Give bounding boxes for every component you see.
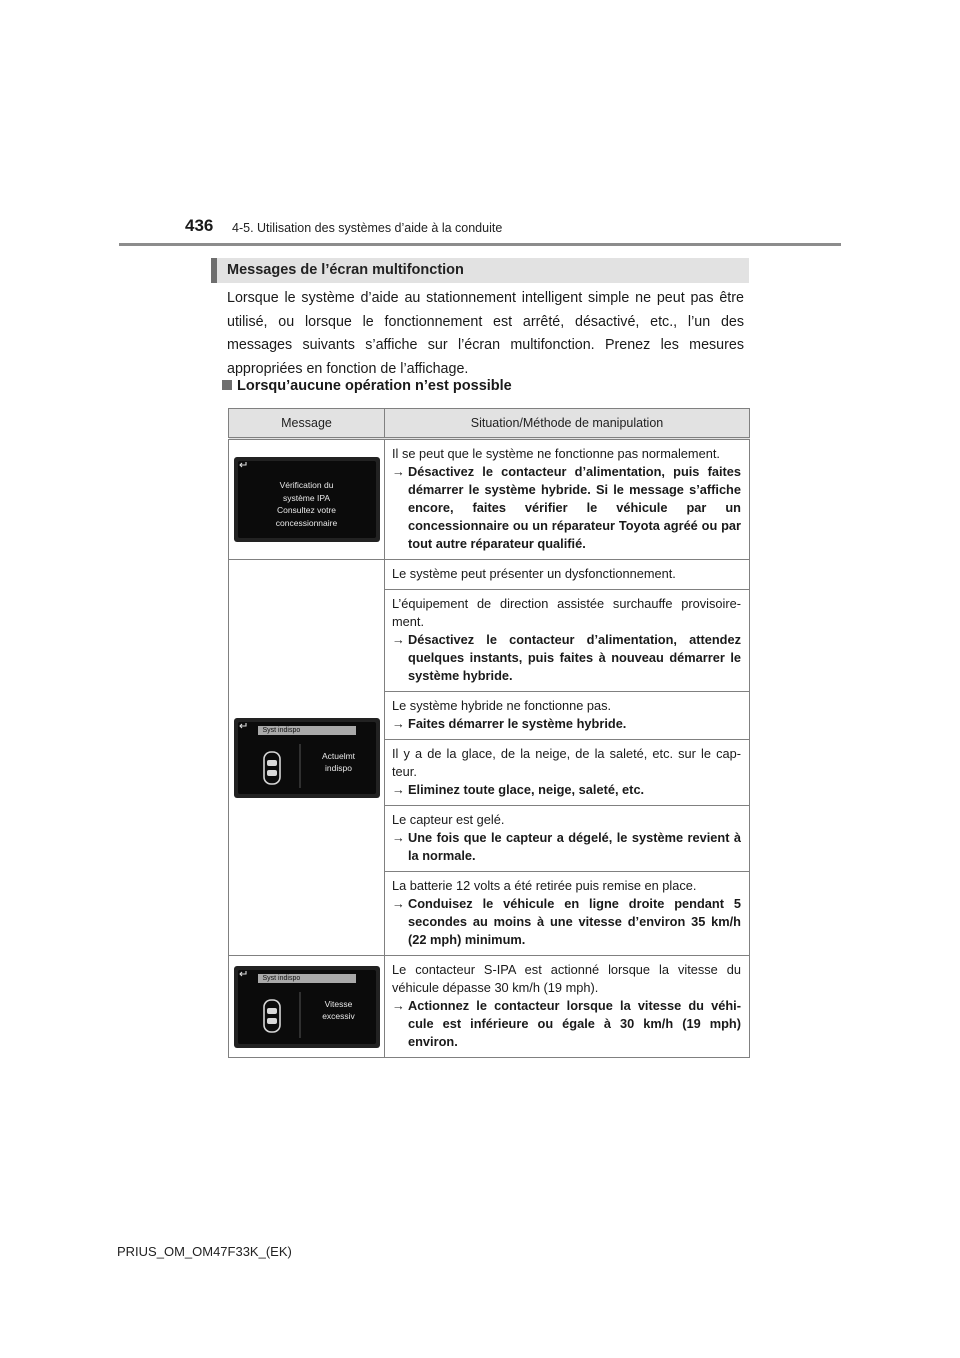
situation-text: Le contacteur S-IPA est actionné lorsque la vitesse du véhicule dépasse 30 km/h (19 mph).	[392, 962, 741, 995]
document-code: PRIUS_OM_OM47F33K_(EK)	[117, 1244, 292, 1259]
screen-line: système IPA	[282, 492, 331, 503]
table-row	[229, 439, 750, 560]
action-label: Désactivez le contacteur d’alimentation, puis faites démarrer le système hybride. Si le message s’affiche encore, faites vérifier le véhicule par un concessionnaire ou un réparateur Toyota agréé ou par tout autre réparateur qualifié.	[408, 464, 741, 551]
screen-display	[238, 461, 376, 538]
situation-text: Il se peut que le système ne fonctionne pas normalement.	[392, 446, 720, 461]
situation-cell	[385, 439, 750, 560]
section-accent	[211, 258, 217, 283]
screen-display	[238, 970, 376, 1044]
status-banner: Syst indispo	[258, 726, 356, 735]
arrow-icon: →	[392, 896, 405, 911]
screen-text	[238, 479, 376, 529]
situation-cell	[385, 872, 750, 956]
situation-text: L’équipement de direction assistée surchauffe provisoire-ment.	[392, 596, 741, 629]
arrow-icon: →	[392, 464, 405, 479]
screen-line: concessionnaire	[275, 517, 338, 528]
status-banner: Syst indispo	[258, 974, 356, 983]
screen-display	[238, 722, 376, 794]
situation-cell	[385, 560, 750, 590]
header-message: Message	[229, 409, 385, 439]
arrow-icon: →	[392, 998, 405, 1013]
message-image-cell	[229, 439, 385, 560]
action-text	[392, 997, 741, 1051]
action-text	[392, 463, 741, 553]
screen-syst-indispo	[234, 718, 380, 798]
action-text	[392, 829, 741, 865]
situation-cell	[385, 956, 750, 1058]
screen-text	[308, 750, 370, 775]
situation-cell	[385, 590, 750, 692]
screen-vitesse-excessiv	[234, 966, 380, 1048]
intro-paragraph: Lorsque le système d’aide au stationnement intelligent simple ne peut pas être utilisé, ou lorsque le fonctionnement est arrêté, désactivé, etc., l’un des messages suivants s’affiche sur l’écran multifonction. Prenez les mesures appropriées en fonction de l’affichage.	[227, 290, 744, 377]
header-situation: Situation/Méthode de manipulation	[385, 409, 750, 439]
situation-text: Le système hybride ne fonctionne pas.	[392, 698, 612, 713]
situation-cell	[385, 692, 750, 740]
action-text	[392, 715, 741, 733]
arrow-icon: →	[392, 632, 405, 647]
situation-cell	[385, 806, 750, 872]
action-label: Conduisez le véhicule en ligne droite pendant 5 secondes au moins à une vitesse d’environ 35 km/h (22 mph) minimum.	[408, 896, 741, 947]
situation-text: Le système peut présenter un dysfonctionnement.	[392, 566, 676, 581]
action-label: Une fois que le capteur a dégelé, le système revient à la normale.	[408, 830, 741, 863]
screen-line: Actuelmt	[321, 750, 356, 761]
screen-line: Consultez votre	[276, 505, 337, 515]
arrow-icon: →	[392, 716, 405, 731]
screen-line: excessiv	[322, 1011, 355, 1021]
page-number: 436	[185, 216, 214, 235]
screen-ipa-check	[234, 457, 380, 542]
situation-text: La batterie 12 volts a été retirée puis remise en place.	[392, 878, 697, 893]
subheading	[222, 378, 512, 394]
square-bullet-icon	[222, 380, 232, 390]
arrow-icon: →	[392, 830, 405, 845]
table-header-row	[229, 409, 750, 439]
subheading-text: Lorsqu’aucune opération n’est possible	[237, 378, 512, 394]
arrow-icon: →	[392, 782, 405, 797]
screen-text	[308, 998, 370, 1023]
situation-cell	[385, 740, 750, 806]
action-label: Actionnez le contacteur lorsque la vitesse du véhi-cule est inférieure ou égale à 30 km/h (19 mph) environ.	[408, 998, 741, 1049]
action-text	[392, 631, 741, 685]
screen-line: indispo	[325, 763, 352, 773]
screen-line: Vitesse	[324, 998, 353, 1009]
section-title: Messages de l’écran multifonction	[227, 262, 464, 278]
message-image-cell	[229, 560, 385, 956]
message-image-cell	[229, 956, 385, 1058]
action-label: Désactivez le contacteur d’alimentation, attendez quelques instants, puis faites à nouveau démarrer le système hybride.	[408, 632, 741, 683]
situation-text: Le capteur est gelé.	[392, 812, 505, 827]
action-label: Faites démarrer le système hybride.	[408, 716, 627, 731]
section-heading-bar	[211, 258, 749, 283]
screen-line: Vérification du	[279, 480, 334, 490]
action-text	[392, 895, 741, 949]
table-row	[229, 956, 750, 1058]
return-icon	[238, 461, 248, 469]
action-text	[392, 781, 741, 799]
message-table	[228, 408, 750, 1058]
action-label: Eliminez toute glace, neige, saleté, etc.	[408, 782, 645, 797]
situation-text: Il y a de la glace, de la neige, de la saleté, etc. sur le cap-teur.	[392, 746, 741, 779]
header-rule	[119, 243, 841, 246]
chapter-title: 4-5. Utilisation des systèmes d’aide à la conduite	[232, 221, 503, 235]
table-row	[229, 560, 750, 590]
